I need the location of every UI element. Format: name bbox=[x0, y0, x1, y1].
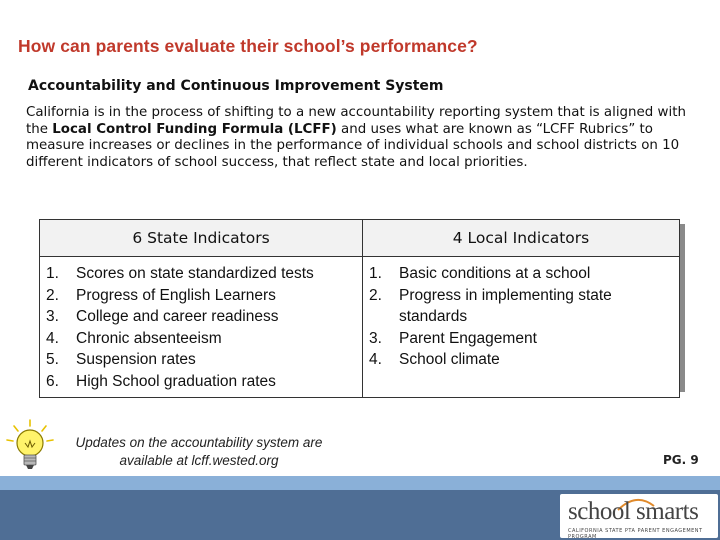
state-item bbox=[46, 328, 356, 350]
logo-tagline: CALIFORNIA STATE PTA PARENT ENGAGEMENT PROGRAM bbox=[568, 528, 703, 540]
logo-word-school: school bbox=[568, 498, 631, 525]
state-item-number: 5. bbox=[46, 351, 59, 369]
local-item-text: School climate bbox=[399, 351, 500, 369]
local-item-text: Basic conditions at a school bbox=[399, 265, 591, 282]
logo-word-smarts: smarts bbox=[636, 498, 699, 525]
section-subtitle: Accountability and Continuous Improvement System bbox=[28, 78, 444, 94]
state-item-number: 2. bbox=[46, 286, 59, 304]
state-item-number: 3. bbox=[46, 308, 59, 326]
page-title: How can parents evaluate their school’s performance? bbox=[18, 36, 478, 56]
state-item-text: Chronic absenteeism bbox=[76, 329, 222, 347]
local-item-number: 4. bbox=[369, 351, 382, 369]
intro-paragraph bbox=[26, 105, 710, 171]
state-item-text: Progress of English Learners bbox=[76, 286, 276, 304]
intro-text-part1: California is in the process of shifting to a new accountability reporting system that is aligned with the bbox=[26, 105, 686, 137]
local-item-number: 1. bbox=[369, 265, 382, 282]
state-item-text: College and career readiness bbox=[76, 308, 279, 326]
state-item-number: 4. bbox=[46, 329, 59, 347]
local-item-number: 2. bbox=[369, 286, 382, 304]
state-item-number: 6. bbox=[46, 372, 59, 390]
local-item bbox=[369, 349, 673, 371]
local-item bbox=[369, 285, 673, 328]
update-note: Updates on the accountability system are available at lcff.wested.org bbox=[75, 435, 323, 468]
intro-text-part2: and uses what are known as “LCFF Rubrics” to measure increases or declines in the performance of individual schools and school districts on 10 different indicators of school success, that reflect state and local priorities. bbox=[26, 121, 680, 170]
state-indicators-list bbox=[46, 263, 356, 393]
lcff-bold-text: Local Control Funding Formula (LCFF) bbox=[52, 121, 337, 137]
local-item-number: 3. bbox=[369, 329, 382, 347]
footer-band-light bbox=[0, 476, 720, 490]
local-item bbox=[369, 328, 673, 350]
local-indicators-list bbox=[369, 263, 673, 371]
school-smarts-logo bbox=[560, 494, 718, 538]
state-item-number: 1. bbox=[46, 265, 59, 282]
state-item-text: High School graduation rates bbox=[76, 372, 276, 390]
state-item bbox=[46, 371, 356, 393]
state-indicators-header: 6 State Indicators bbox=[40, 220, 363, 257]
local-indicators-cell bbox=[363, 257, 680, 398]
state-indicators-cell bbox=[40, 257, 363, 398]
state-item-text: Scores on state standardized tests bbox=[76, 265, 314, 282]
local-item-text: Parent Engagement bbox=[399, 329, 537, 347]
indicators-table bbox=[39, 219, 680, 398]
state-item bbox=[46, 306, 356, 328]
state-item bbox=[46, 285, 356, 307]
state-item-text: Suspension rates bbox=[76, 351, 196, 369]
local-indicators-header: 4 Local Indicators bbox=[363, 220, 680, 257]
local-item bbox=[369, 263, 673, 285]
lightbulb-icon bbox=[4, 418, 56, 474]
state-item bbox=[46, 349, 356, 371]
state-item bbox=[46, 263, 356, 285]
local-item-text: Progress in implementing state standards bbox=[399, 286, 612, 326]
page-number: PG. 9 bbox=[663, 453, 699, 467]
